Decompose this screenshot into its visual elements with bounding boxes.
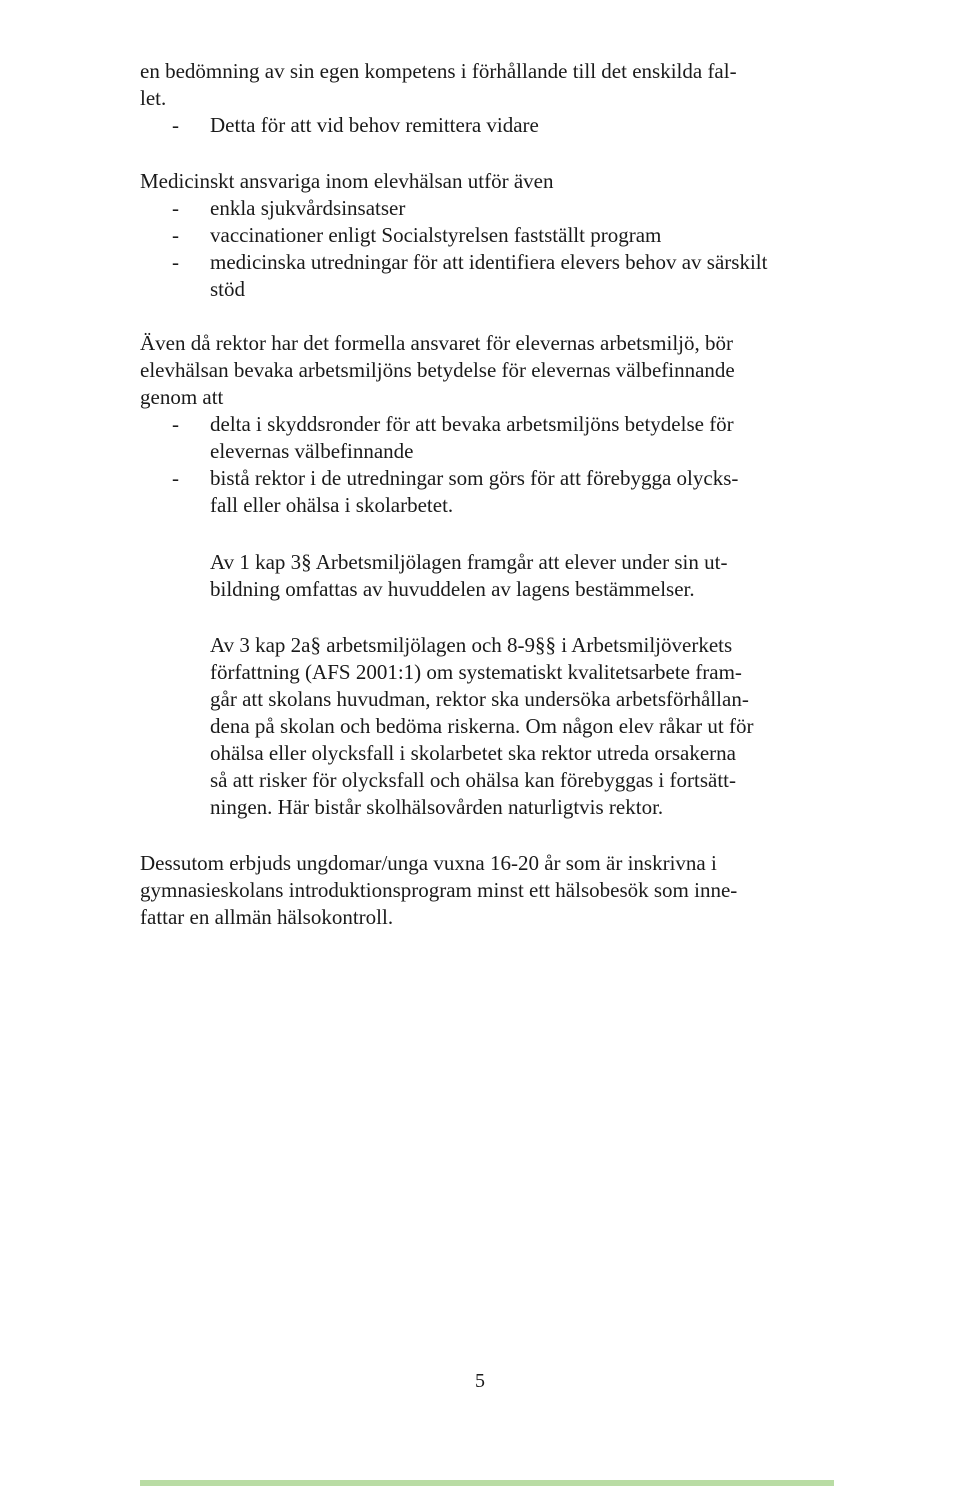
list-bullet: - [172, 223, 179, 247]
list-item-continuation: elevernas välbefinnande [210, 439, 414, 463]
paragraph-line: ohälsa eller olycksfall i skolarbetet ska rektor utreda orsakerna [210, 741, 736, 765]
footer-rule [140, 1480, 834, 1486]
paragraph-line: författning (AFS 2001:1) om systematiskt kvalitetsarbete fram- [210, 660, 742, 684]
paragraph-line: Dessutom erbjuds ungdomar/unga vuxna 16-20 år som är inskrivna i [140, 851, 717, 875]
paragraph-line: fattar en allmän hälsokontroll. [140, 905, 394, 929]
list-bullet: - [172, 250, 179, 274]
list-item: Detta för att vid behov remittera vidare [210, 113, 539, 137]
paragraph-line: går att skolans huvudman, rektor ska undersöka arbetsförhållan- [210, 687, 749, 711]
list-item: medicinska utredningar för att identifiera elevers behov av särskilt [210, 250, 768, 274]
paragraph-line: dena på skolan och bedöma riskerna. Om någon elev råkar ut för [210, 714, 754, 738]
paragraph-line: Även då rektor har det formella ansvaret för elevernas arbetsmiljö, bör [140, 331, 734, 355]
list-bullet: - [172, 412, 179, 436]
page-number: 5 [475, 1370, 485, 1392]
paragraph-line: Av 1 kap 3§ Arbetsmiljölagen framgår att elever under sin ut- [210, 550, 728, 574]
paragraph-line: så att risker för olycksfall och ohälsa kan förebyggas i fortsätt- [210, 768, 736, 792]
list-bullet: - [172, 196, 179, 220]
text-line: en bedömning av sin egen kompetens i förhållande till det enskilda fal- [140, 59, 737, 83]
list-item-continuation: fall eller ohälsa i skolarbetet. [210, 493, 454, 517]
list-item: vaccinationer enligt Socialstyrelsen fastställt program [210, 223, 662, 247]
list-bullet: - [172, 113, 179, 137]
paragraph-line: bildning omfattas av huvuddelen av lagens bestämmelser. [210, 577, 695, 601]
list-item-continuation: stöd [210, 277, 246, 301]
paragraph-line: Medicinskt ansvariga inom elevhälsan utför även [140, 169, 554, 193]
paragraph-line: genom att [140, 385, 224, 409]
list-item: bistå rektor i de utredningar som görs för att förebygga olycks- [210, 466, 739, 490]
list-bullet: - [172, 466, 179, 490]
list-item: delta i skyddsronder för att bevaka arbetsmiljöns betydelse för [210, 412, 734, 436]
paragraph-line: ningen. Här bistår skolhälsovården naturligtvis rektor. [210, 795, 664, 819]
paragraph-line: gymnasieskolans introduktionsprogram minst ett hälsobesök som inne- [140, 878, 738, 902]
paragraph-line: elevhälsan bevaka arbetsmiljöns betydelse för elevernas välbefinnande [140, 358, 735, 382]
text-line: let. [140, 86, 167, 110]
list-item: enkla sjukvårdsinsatser [210, 196, 406, 220]
paragraph-line: Av 3 kap 2a§ arbetsmiljölagen och 8-9§§ i Arbetsmiljöverkets [210, 633, 733, 657]
